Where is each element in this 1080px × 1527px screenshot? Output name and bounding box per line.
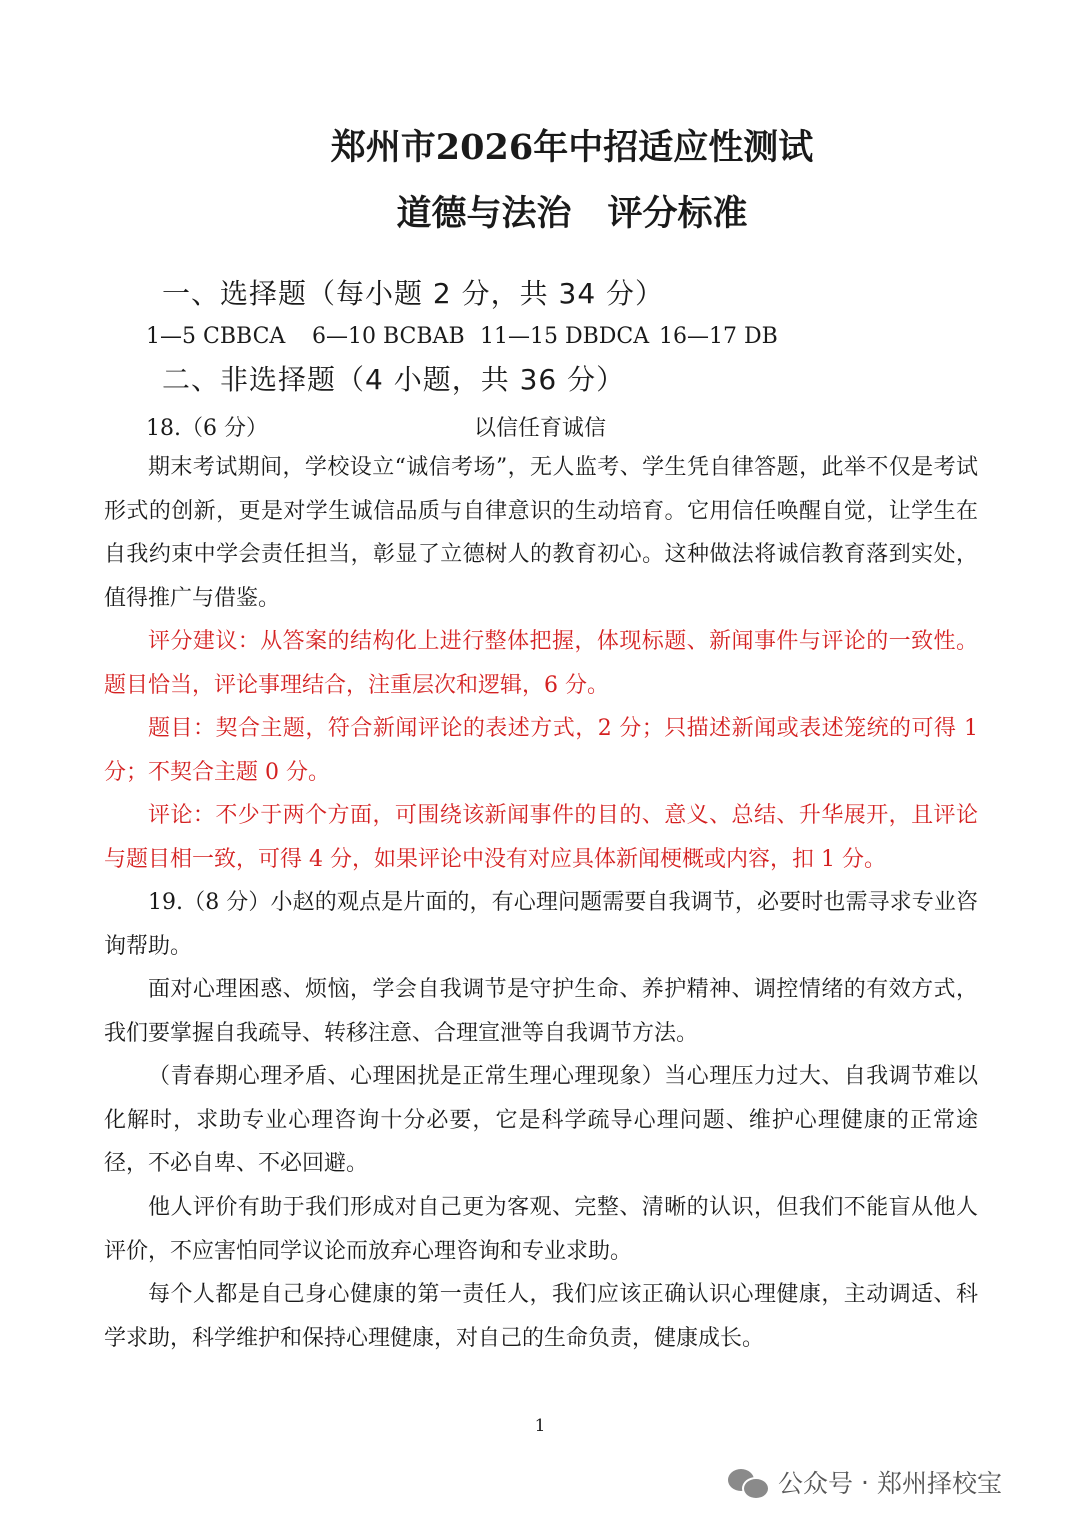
answer-group: 11—15 DBDCA	[480, 324, 650, 349]
watermark-separator: ·	[861, 1467, 869, 1497]
answer-group: 1—5 CBBCA	[146, 324, 286, 349]
scoring-standard-label: 评分标准	[607, 193, 748, 234]
q19-answer-paragraph: 每个人都是自己身心健康的第一责任人，我们应该正确认识心理健康，主动调适、科学求助，科学维护和保持心理健康，对自己的生命负责，健康成长。	[104, 1282, 978, 1351]
q19-answer-paragraph: 面对心理困惑、烦恼，学会自我调节是守护生命、养护精神、调控情绪的有效方式，我们要掌握自我疏导、转移注意、合理宣泄等自我调节方法。	[104, 977, 978, 1046]
wechat-watermark	[726, 1462, 1002, 1502]
wechat-icon	[726, 1465, 770, 1499]
section-heading-non-choice: 二、非选择题（4 小题，共 36 分）	[162, 363, 626, 396]
answer-key	[146, 324, 778, 349]
scoring-suggestion: 评分建议：从答案的结构化上进行整体把握，体现标题、新闻事件与评论的一致性。题目恰当，评论事理结合，注重层次和逻辑，6 分。	[104, 629, 978, 698]
answer-group: 16—17 DB	[659, 324, 778, 349]
watermark-prefix: 公众号	[778, 1469, 854, 1498]
question-number: 18.（6 分）	[146, 416, 268, 441]
watermark-account: 郑州择校宝	[876, 1469, 1002, 1498]
answer-group: 6—10 BCBAB	[312, 324, 465, 349]
scoring-comment-criteria: 评论：不少于两个方面，可围绕该新闻事件的目的、意义、总结、升华展开，且评论与题目相一致，可得 4 分，如果评论中没有对应具体新闻梗概或内容，扣 1 分。	[104, 803, 978, 872]
q19-answer-paragraph: 他人评价有助于我们形成对自己更为客观、完整、清晰的认识，但我们不能盲从他人评价，不应害怕同学议论而放弃心理咨询和专业求助。	[104, 1195, 978, 1264]
document-subtitle	[0, 186, 1080, 236]
scoring-title-criteria: 题目：契合主题，符合新闻评论的表述方式，2 分；只描述新闻或表述笼统的可得 1 分；不契合主题 0 分。	[104, 716, 978, 785]
answer-body: 期末考试期间，学校设立“诚信考场”，无人监考、学生凭自律答题，此举不仅是考试形式的创新，更是对学生诚信品质与自律意识的生动培育。它用信任唤醒自觉，让学生在自我约束中学会责任担当，彰显了立德树人的教育初心。这种做法将诚信教育落到实处，值得推广与借鉴。	[104, 455, 978, 611]
q19-answer-paragraph: （青春期心理矛盾、心理困扰是正常生理心理现象）当心理压力过大、自我调节难以化解时，求助专业心理咨询十分必要，它是科学疏导心理问题、维护心理健康的正常途径，不必自卑、不必回避。	[104, 1064, 978, 1177]
answer-title: 以信任育诚信	[474, 416, 607, 441]
page-number: 1	[534, 1416, 546, 1436]
q19-answer-intro: 19.（8 分）小赵的观点是片面的，有心理问题需要自我调节，必要时也需寻求专业咨询帮助。	[104, 890, 978, 959]
document-title: 郑州市2026年中招适应性测试	[330, 127, 814, 168]
section-heading-multiple-choice: 一、选择题（每小题 2 分，共 34 分）	[162, 277, 665, 310]
subject-name: 道德与法治	[396, 193, 572, 234]
